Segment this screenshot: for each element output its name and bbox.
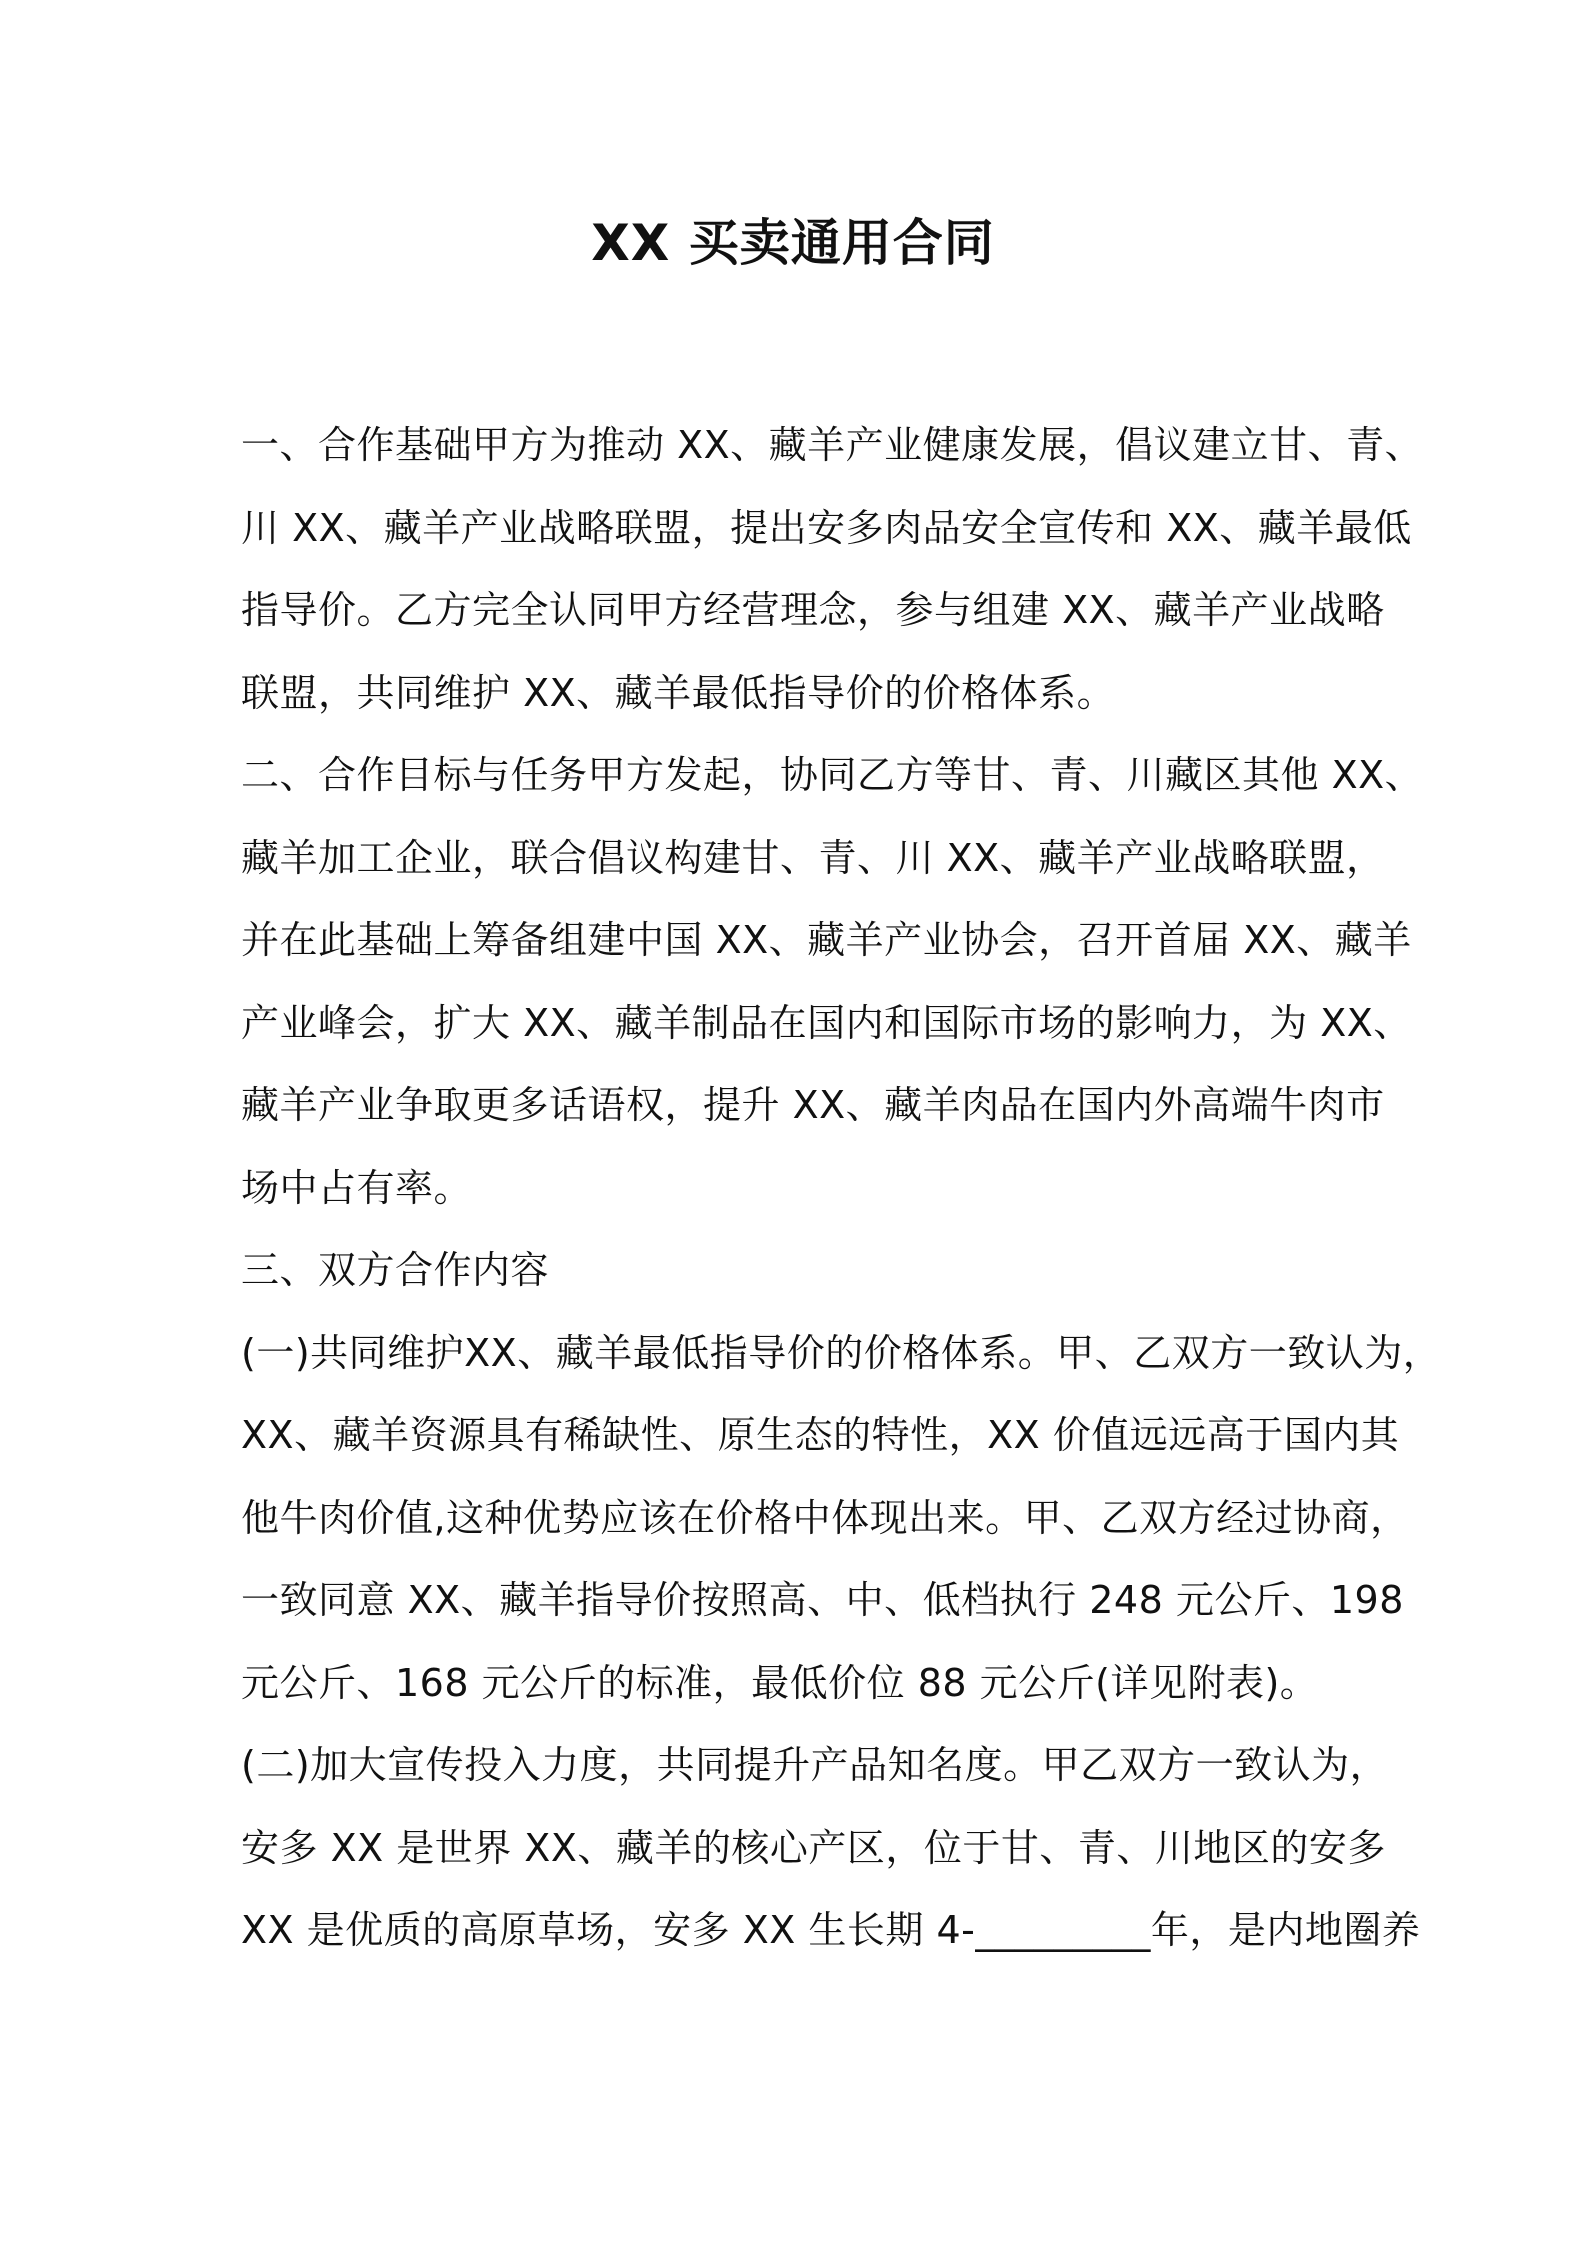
text-line: 元公斤、168 元公斤的标准，最低价位 88 元公斤(详见附表)。 bbox=[241, 1660, 1319, 1705]
text-line: 川 XX、藏羊产业战略联盟，提出安多肉品安全宣传和 XX、藏羊最低 bbox=[241, 505, 1412, 550]
text-line: 并在此基础上筹备组建中国 XX、藏羊产业协会，召开首届 XX、藏羊 bbox=[241, 918, 1412, 962]
text-line: 指导价。乙方完全认同甲方经营理念，参与组建 XX、藏羊产业战略 bbox=[241, 588, 1385, 632]
text-line: 藏羊产业争取更多话语权，提升 XX、藏羊肉品在国内外高端牛肉市 bbox=[241, 1083, 1385, 1127]
text-line: 二、合作目标与任务甲方发起，协同乙方等甘、青、川藏区其他 XX、 bbox=[241, 753, 1424, 797]
section-heading: 三、双方合作内容 bbox=[241, 1248, 550, 1292]
text-line: 一致同意 XX、藏羊指导价按照高、中、低档执行 248 元公斤、198 bbox=[241, 1578, 1404, 1622]
text-line: 一、合作基础甲方为推动 XX、藏羊产业健康发展，倡议建立甘、青、 bbox=[241, 423, 1424, 467]
text-line: (二)加大宣传投入力度，共同提升产品知名度。甲乙双方一致认为， bbox=[241, 1743, 1389, 1787]
text-line: 联盟，共同维护 XX、藏羊最低指导价的价格体系。 bbox=[241, 670, 1116, 715]
text-line: 他牛肉价值,这种优势应该在价格中体现出来。甲、乙双方经过协商， bbox=[241, 1495, 1409, 1540]
text-line: XX 是优质的高原草场，安多 XX 生长期 4-_________年，是内地圈养 bbox=[241, 1908, 1421, 1952]
text-line: 藏羊加工企业，联合倡议构建甘、青、川 XX、藏羊产业战略联盟， bbox=[241, 835, 1385, 880]
text-line: XX、藏羊资源具有稀缺性、原生态的特性，XX 价值远远高于国内其 bbox=[241, 1413, 1400, 1457]
text-line: (一)共同维护XX、藏羊最低指导价的价格体系。甲、乙双方一致认为， bbox=[241, 1330, 1442, 1375]
text-line: 场中占有率。 bbox=[241, 1165, 473, 1210]
document-title: XX 买卖通用合同 bbox=[591, 214, 995, 272]
document-body bbox=[241, 404, 1442, 1972]
text-line: 安多 XX 是世界 XX、藏羊的核心产区，位于甘、青、川地区的安多 bbox=[241, 1825, 1386, 1870]
text-line: 产业峰会，扩大 XX、藏羊制品在国内和国际市场的影响力，为 XX、 bbox=[241, 1000, 1412, 1045]
